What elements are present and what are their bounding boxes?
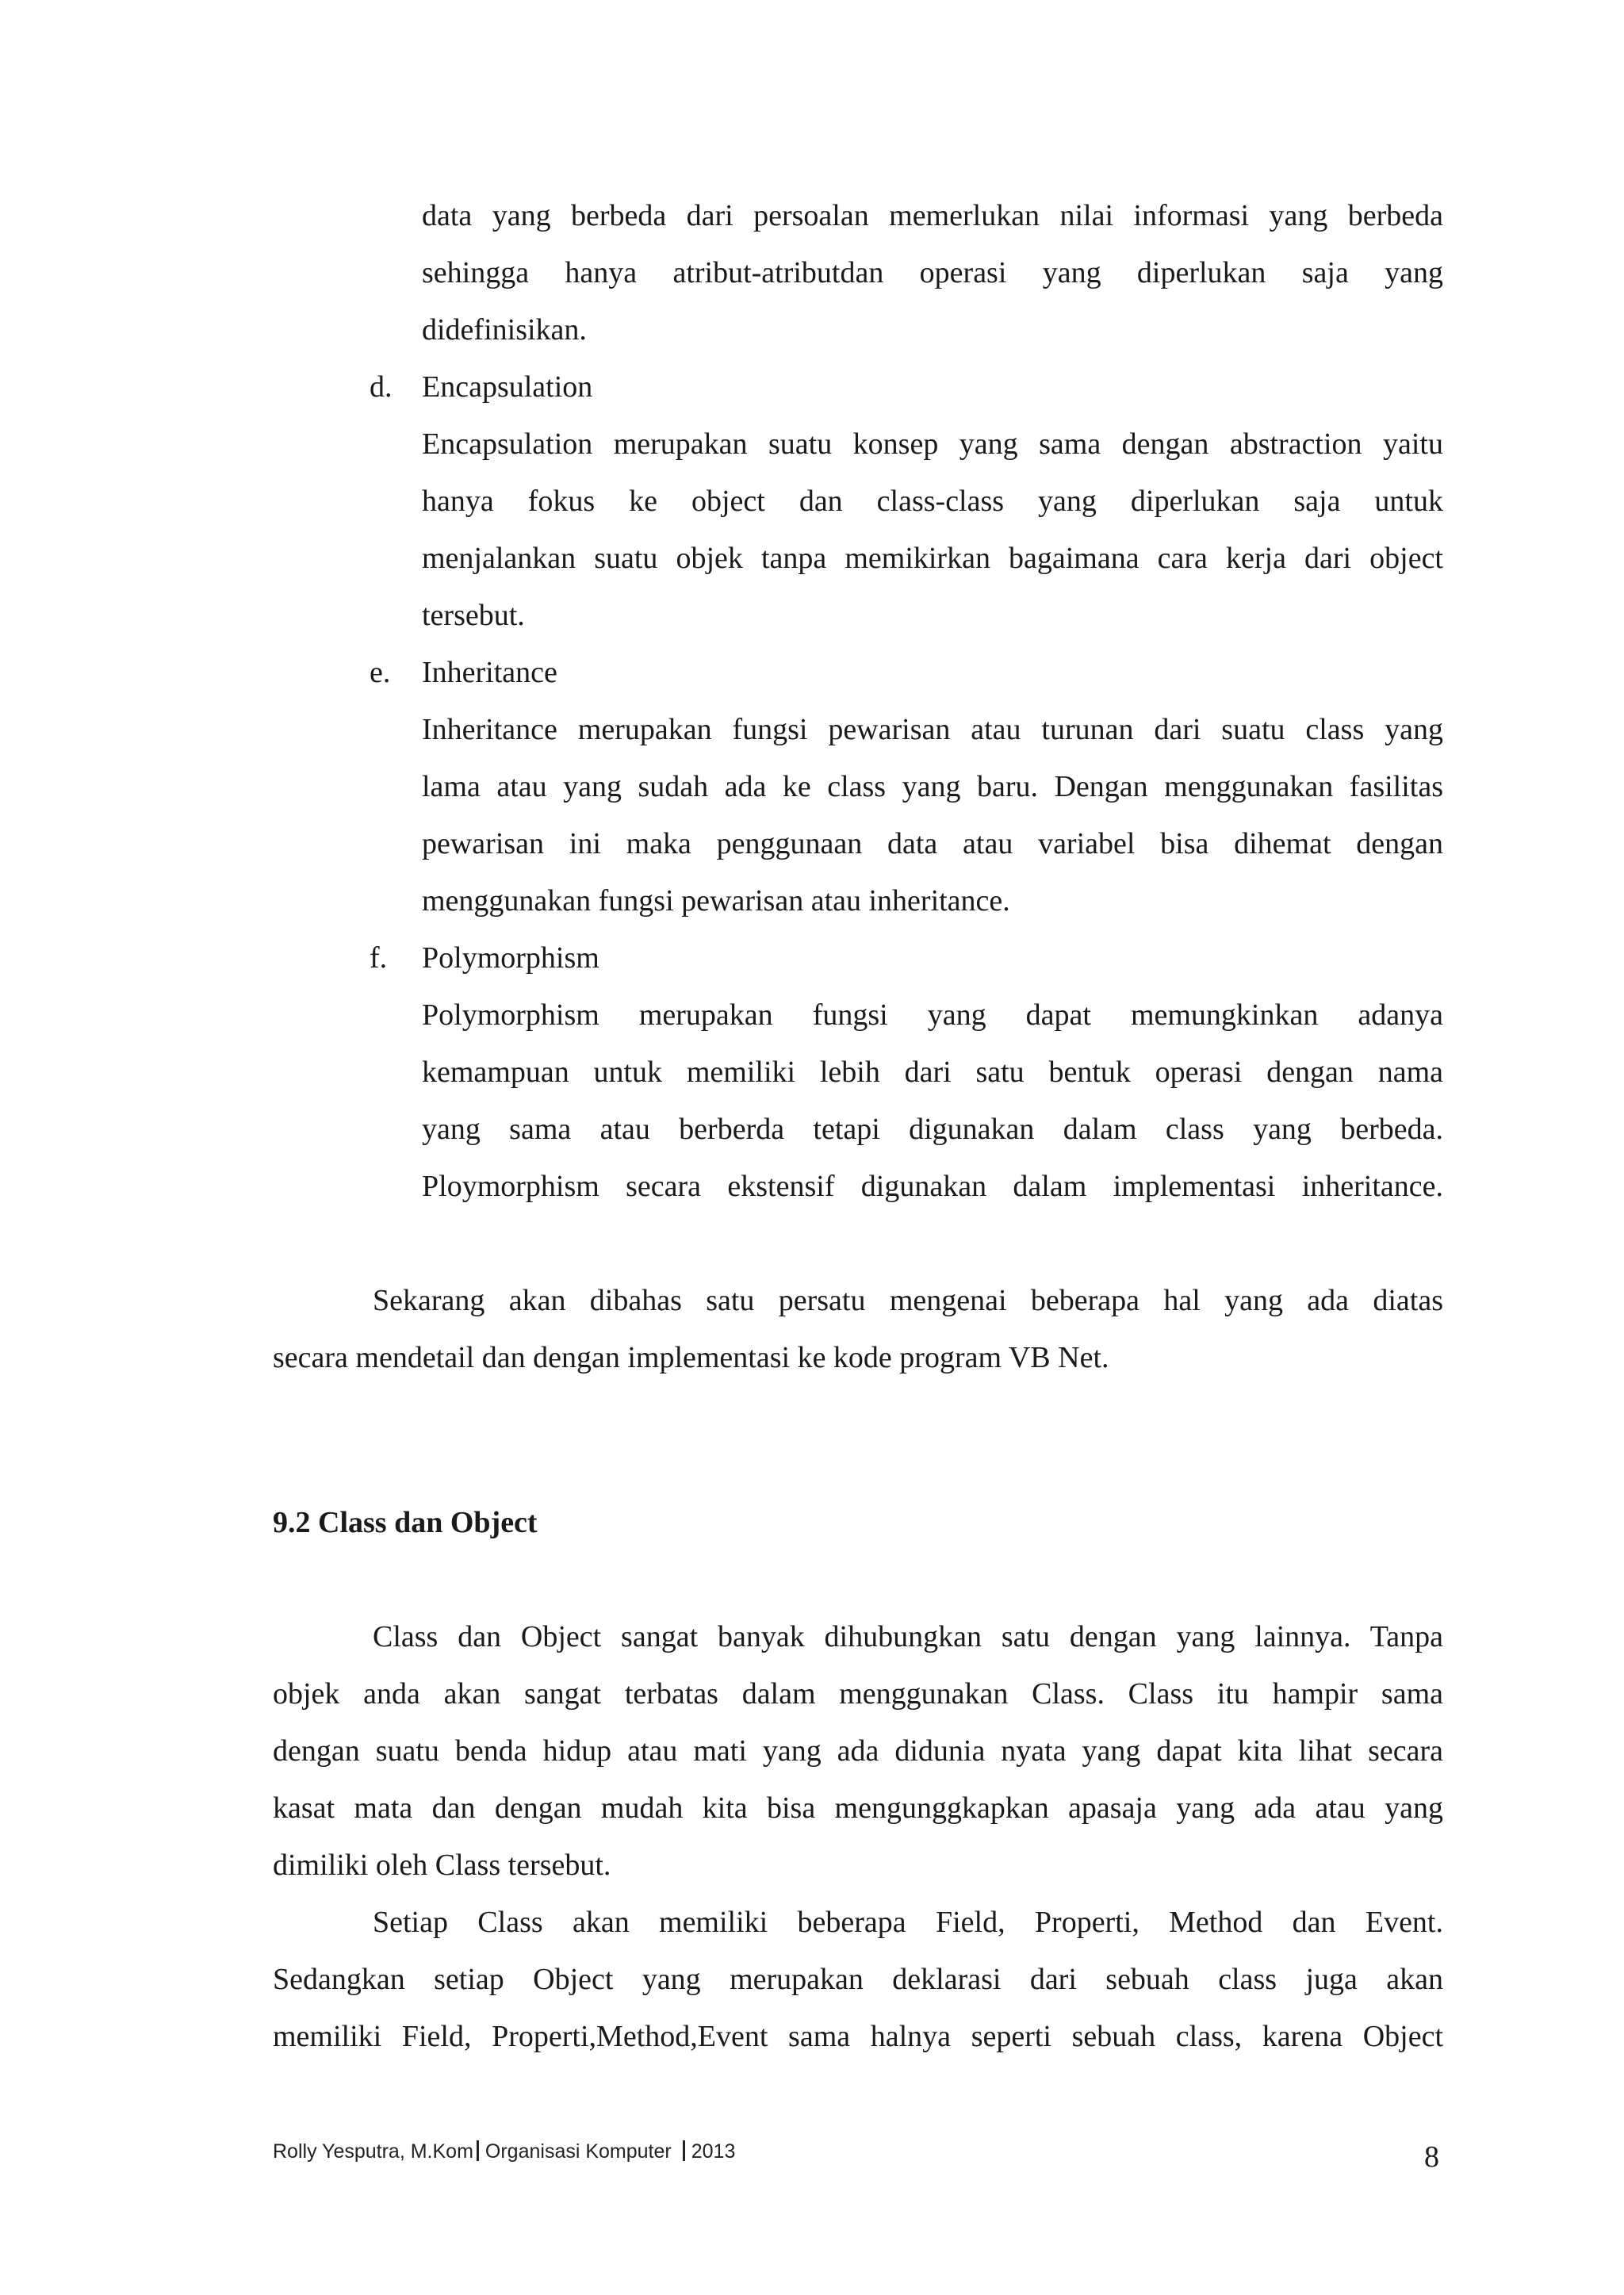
footer-author: Rolly Yesputra, M.Kom [273, 2140, 473, 2163]
footer-year: 2013 [691, 2140, 736, 2163]
list-marker-d: d. [370, 370, 393, 404]
list-item-title-polymorphism: Polymorphism [422, 941, 599, 975]
footer-separator [683, 2140, 685, 2161]
inheritance-line: Inheritance merupakan fungsi pewarisan atau turunan dari suatu class yang [422, 713, 1443, 746]
list-item-title-inheritance: Inheritance [422, 656, 557, 689]
polymorphism-line: Ploymorphism secara ekstensif digunakan dalam implementasi inheritance. [422, 1170, 1443, 1203]
paragraph-line: secara mendetail dan dengan implementasi ke kode program VB Net. [273, 1341, 1109, 1374]
polymorphism-line: yang sama atau berberda tetapi digunakan dalam class yang berbeda. [422, 1113, 1443, 1146]
intro-line: didefinisikan. [422, 313, 587, 347]
paragraph-line: dimiliki oleh Class tersebut. [273, 1849, 611, 1882]
paragraph-line: Sedangkan setiap Object yang merupakan deklarasi dari sebuah class juga akan [273, 1963, 1443, 1996]
paragraph-line: memiliki Field, Properti,Method,Event sama halnya seperti sebuah class, karena Object [273, 2020, 1443, 2053]
section-heading: 9.2 Class dan Object [273, 1506, 538, 1539]
inheritance-line: menggunakan fungsi pewarisan atau inheritance. [422, 884, 1010, 918]
inheritance-line: lama atau yang sudah ada ke class yang baru. Dengan menggunakan fasilitas [422, 770, 1443, 803]
paragraph-line: Class dan Object sangat banyak dihubungkan satu dengan yang lainnya. Tanpa [373, 1620, 1443, 1653]
paragraph-line: Setiap Class akan memiliki beberapa Field, Properti, Method dan Event. [373, 1906, 1443, 1939]
encapsulation-line: menjalankan suatu objek tanpa memikirkan bagaimana cara kerja dari object [422, 542, 1443, 575]
paragraph-line: objek anda akan sangat terbatas dalam menggunakan Class. Class itu hampir sama [273, 1677, 1443, 1711]
paragraph-line: dengan suatu benda hidup atau mati yang ada didunia nyata yang dapat kita lihat secara [273, 1734, 1443, 1768]
page-footer [273, 2138, 735, 2165]
list-marker-f: f. [370, 941, 388, 975]
footer-separator [477, 2140, 479, 2161]
page-number: 8 [1424, 2140, 1439, 2174]
list-item-title-encapsulation: Encapsulation [422, 370, 593, 404]
paragraph-line: kasat mata dan dengan mudah kita bisa mengunggkapkan apasaja yang ada atau yang [273, 1791, 1443, 1825]
inheritance-line: pewarisan ini maka penggunaan data atau variabel bisa dihemat dengan [422, 827, 1443, 860]
list-marker-e: e. [370, 656, 391, 689]
encapsulation-line: tersebut. [422, 599, 525, 632]
encapsulation-line: Encapsulation merupakan suatu konsep yang sama dengan abstraction yaitu [422, 427, 1443, 461]
intro-line: sehingga hanya atribut-atributdan operasi yang diperlukan saja yang [422, 256, 1443, 289]
paragraph-line: Sekarang akan dibahas satu persatu mengenai beberapa hal yang ada diatas [373, 1284, 1443, 1317]
encapsulation-line: hanya fokus ke object dan class-class yang diperlukan saja untuk [422, 485, 1443, 518]
polymorphism-line: Polymorphism merupakan fungsi yang dapat memungkinkan adanya [422, 998, 1443, 1032]
footer-course: Organisasi Komputer [485, 2140, 672, 2163]
intro-line: data yang berbeda dari persoalan memerlukan nilai informasi yang berbeda [422, 199, 1443, 232]
polymorphism-line: kemampuan untuk memiliki lebih dari satu bentuk operasi dengan nama [422, 1056, 1443, 1089]
